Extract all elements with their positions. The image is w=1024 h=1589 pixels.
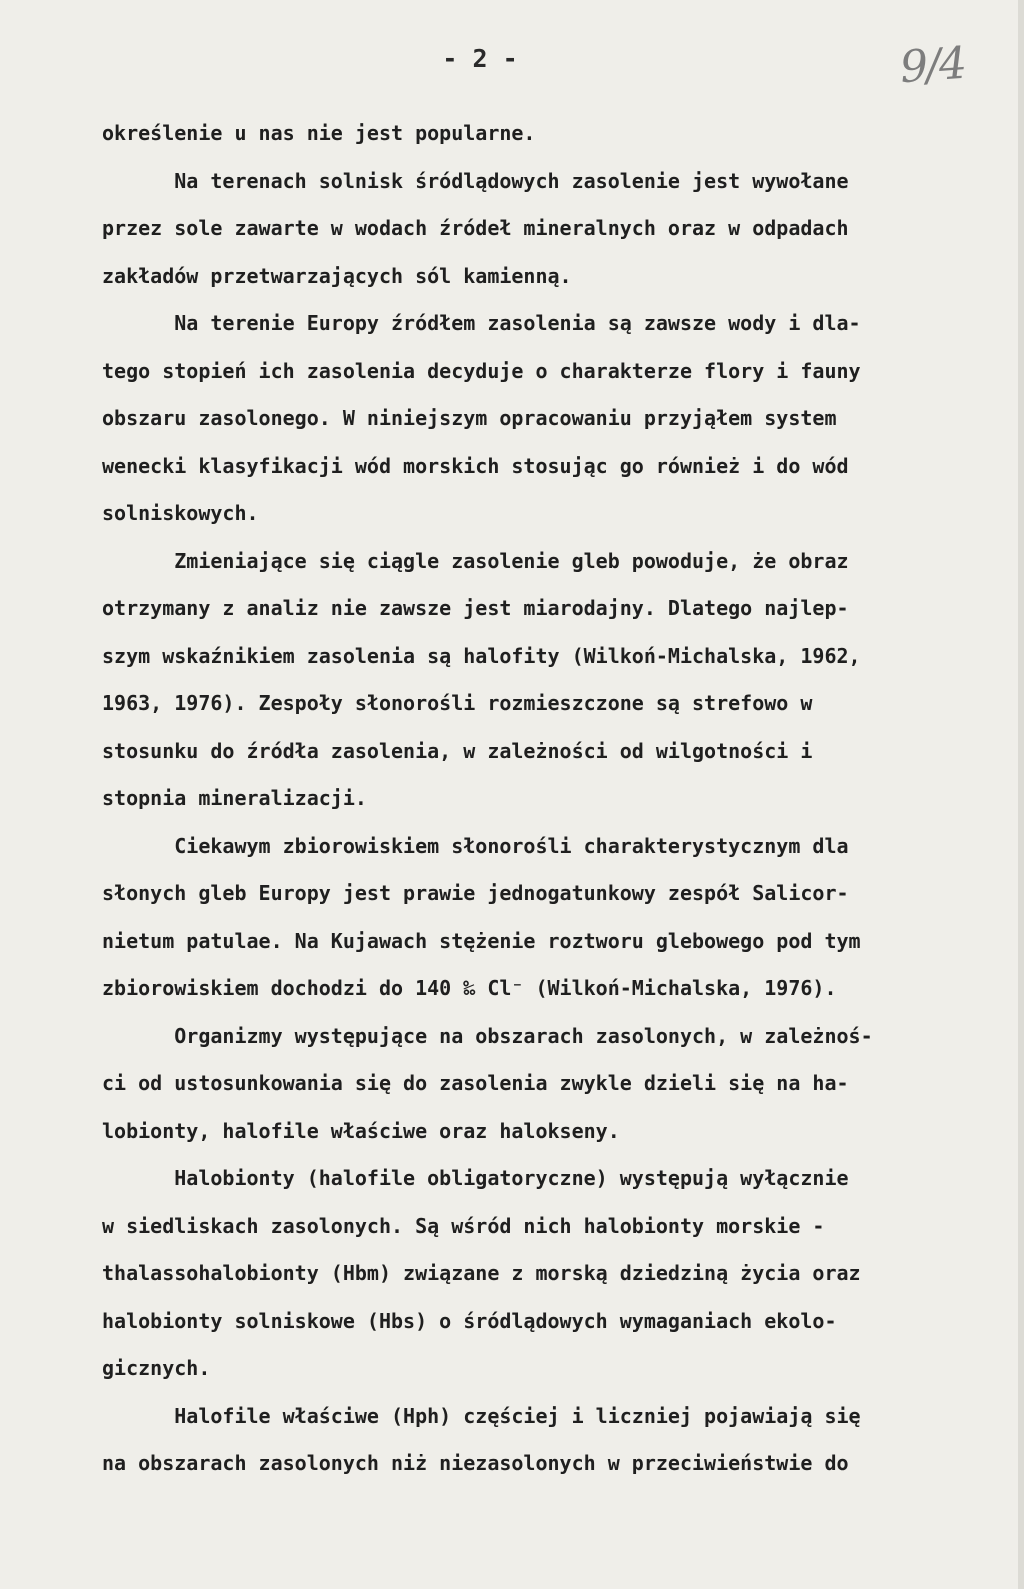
text-line: ci od ustosunkowania się do zasolenia zwykle dzieli się na ha- [102,1071,849,1095]
text-line: halobionty solniskowe (Hbs) o śródlądowych wymaganiach ekolo- [102,1308,837,1333]
page-number: - 2 - [442,44,518,73]
text-line: słonych gleb Europy jest prawie jednogatunkowy zespół Salicor- [102,881,849,905]
text-line: tego stopień ich zasolenia decyduje o charakterze flory i fauny [102,358,861,383]
text-line: wenecki klasyfikacji wód morskich stosując go również i do wód [102,453,849,478]
text-line: na obszarach zasolonych niż niezasolonych w przeciwieństwie do [102,1451,849,1475]
text-line: zbiorowiskiem dochodzi do 140 ‰ Cl⁻ (Wilkoń-Michalska, 1976). [102,976,837,1000]
text-line: Halofile właściwe (Hph) częściej i liczniej pojawiają się [102,1403,861,1428]
text-line: Na terenach solnisk śródlądowych zasolenie jest wywołane [102,168,849,193]
text-line: szym wskaźnikiem zasolenia są halofity (Wilkoń-Michalska, 1962, [102,643,861,668]
text-line: w siedliskach zasolonych. Są wśród nich halobionty morskie - [102,1213,825,1238]
text-line: thalassohalobionty (Hbm) związane z morską dziedziną życia oraz [102,1261,861,1285]
text-line: Ciekawym zbiorowiskiem słonorośli charakterystycznym dla [102,833,849,858]
text-line: nietum patulae. Na Kujawach stężenie roztworu glebowego pod tym [102,928,861,953]
text-line: gicznych. [102,1356,211,1380]
text-line: 1963, 1976). Zespoły słonorośli rozmieszczone są strefowo w [102,691,813,715]
text-line: przez sole zawarte w wodach źródeł mineralnych oraz w odpadach [102,216,849,240]
text-line: stosunku do źródła zasolenia, w zależności od wilgotności i [102,738,813,763]
handwritten-annotation: 9/4 [898,37,967,94]
text-line: Zmieniające się ciągle zasolenie gleb powoduje, że obraz [102,548,849,573]
text-line: określenie u nas nie jest popularne. [102,121,536,145]
text-line: Na terenie Europy źródłem zasolenia są zawsze wody i dla- [102,311,861,335]
text-line: lobionty, halofile właściwe oraz halokseny. [102,1118,620,1143]
text-line: Halobionty (halofile obligatoryczne) występują wyłącznie [102,1166,849,1190]
text-line: Organizmy występujące na obszarach zasolonych, w zależnoś- [102,1023,873,1048]
text-line: otrzymany z analiz nie zawsze jest miarodajny. Dlatego najlep- [102,596,849,620]
text-line: stopnia mineralizacji. [102,786,367,810]
text-line: obszaru zasolonego. W niniejszym opracowaniu przyjąłem system [102,406,837,430]
text-line: solniskowych. [102,501,259,525]
body-text [102,110,992,1488]
text-line: zakładów przetwarzających sól kamienną. [102,263,572,288]
